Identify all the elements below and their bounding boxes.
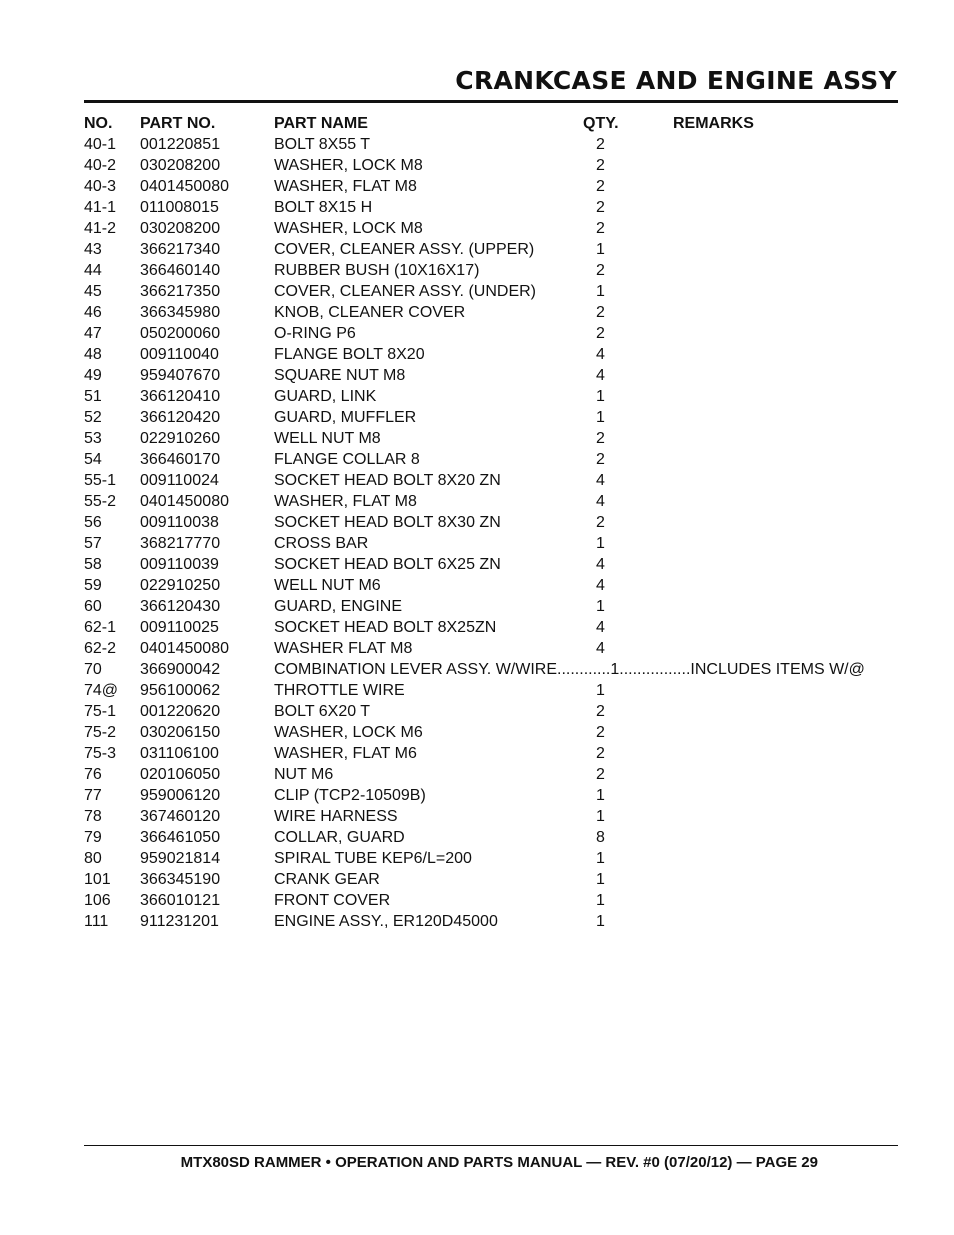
table-body <box>84 134 884 932</box>
quantity: 1 <box>596 808 605 825</box>
quantity: 1 <box>596 892 605 909</box>
table-row <box>84 638 884 659</box>
table-row <box>84 512 884 533</box>
table-row <box>84 743 884 764</box>
part-number: 366120410 <box>140 388 221 405</box>
part-number: 368217770 <box>140 535 221 552</box>
header-remarks: REMARKS <box>673 115 754 132</box>
part-name: COMBINATION LEVER ASSY. W/WIRE............1................INCLUDES ITEMS W/@ <box>274 661 865 678</box>
part-name: BOLT 8X55 T <box>274 136 371 153</box>
table-row <box>84 449 884 470</box>
table-row <box>84 617 884 638</box>
part-number: 020106050 <box>140 766 221 783</box>
part-name: CROSS BAR <box>274 535 369 552</box>
part-number: 011008015 <box>140 199 219 216</box>
part-number-ref: 106 <box>84 892 111 909</box>
quantity: 2 <box>596 262 605 279</box>
part-number: 009110038 <box>140 514 219 531</box>
part-number-ref: 75-1 <box>84 703 117 720</box>
part-name: SPIRAL TUBE KEP6/L=200 <box>274 850 472 867</box>
table-row <box>84 302 884 323</box>
quantity: 4 <box>596 367 605 384</box>
part-name: KNOB, CLEANER COVER <box>274 304 466 321</box>
part-number: 031106100 <box>140 745 219 762</box>
part-number-ref: 55-2 <box>84 493 117 510</box>
quantity: 2 <box>596 304 605 321</box>
part-name: COVER, CLEANER ASSY. (UPPER) <box>274 241 535 258</box>
part-number: 009110039 <box>140 556 219 573</box>
part-name: GUARD, MUFFLER <box>274 409 417 426</box>
part-number: 959407670 <box>140 367 221 384</box>
table-row <box>84 197 884 218</box>
part-number: 366120430 <box>140 598 221 615</box>
table-row <box>84 260 884 281</box>
part-number: 366217350 <box>140 283 221 300</box>
quantity: 2 <box>596 766 605 783</box>
part-number-ref: 56 <box>84 514 102 531</box>
part-number: 0401450080 <box>140 493 229 510</box>
part-number-ref: 51 <box>84 388 102 405</box>
part-number-ref: 55-1 <box>84 472 117 489</box>
part-name: WELL NUT M6 <box>274 577 381 594</box>
table-row <box>84 239 884 260</box>
quantity: 2 <box>596 157 605 174</box>
part-number-ref: 48 <box>84 346 102 363</box>
quantity: 1 <box>596 787 605 804</box>
part-number-ref: 76 <box>84 766 102 783</box>
part-number: 366461050 <box>140 829 221 846</box>
part-number-ref: 74@ <box>84 682 119 699</box>
part-name: CRANK GEAR <box>274 871 380 888</box>
part-number-ref: 78 <box>84 808 102 825</box>
part-number-ref: 49 <box>84 367 102 384</box>
part-name: WASHER FLAT M8 <box>274 640 413 657</box>
table-row <box>84 869 884 890</box>
quantity: 1 <box>596 388 605 405</box>
table-row <box>84 281 884 302</box>
parts-table <box>84 113 884 932</box>
part-name: CLIP (TCP2-10509B) <box>274 787 426 804</box>
header-qty: QTY. <box>583 115 619 132</box>
part-number: 030208200 <box>140 157 221 174</box>
part-name: WASHER, LOCK M6 <box>274 724 423 741</box>
table-row <box>84 134 884 155</box>
table-row <box>84 155 884 176</box>
part-name: COVER, CLEANER ASSY. (UNDER) <box>274 283 536 300</box>
part-number-ref: 62-1 <box>84 619 117 636</box>
part-number: 911231201 <box>140 913 219 930</box>
part-name: BOLT 6X20 T <box>274 703 371 720</box>
quantity: 2 <box>596 724 605 741</box>
part-name: WIRE HARNESS <box>274 808 398 825</box>
part-name: FLANGE BOLT 8X20 <box>274 346 425 363</box>
part-name: O-RING P6 <box>274 325 356 342</box>
table-row <box>84 386 884 407</box>
part-number-ref: 54 <box>84 451 102 468</box>
quantity: 4 <box>596 556 605 573</box>
table-row <box>84 596 884 617</box>
part-name: WASHER, FLAT M8 <box>274 493 417 510</box>
page-title: CRANKCASE AND ENGINE ASSY <box>455 66 897 95</box>
part-number-ref: 45 <box>84 283 102 300</box>
part-name: GUARD, ENGINE <box>274 598 403 615</box>
part-number-ref: 62-2 <box>84 640 117 657</box>
part-name: FRONT COVER <box>274 892 391 909</box>
quantity: 2 <box>596 136 605 153</box>
part-name: FLANGE COLLAR 8 <box>274 451 420 468</box>
table-row <box>84 785 884 806</box>
part-number: 366900042 <box>140 661 221 678</box>
quantity: 1 <box>596 241 605 258</box>
part-number-ref: 44 <box>84 262 102 279</box>
part-number-ref: 79 <box>84 829 102 846</box>
part-name: THROTTLE WIRE <box>274 682 405 699</box>
table-row <box>84 323 884 344</box>
table-row <box>84 806 884 827</box>
part-number-ref: 75-2 <box>84 724 117 741</box>
quantity: 2 <box>596 703 605 720</box>
table-row <box>84 575 884 596</box>
part-number-ref: 53 <box>84 430 102 447</box>
part-number: 009110040 <box>140 346 219 363</box>
part-number-ref: 77 <box>84 787 102 804</box>
table-row <box>84 491 884 512</box>
quantity: 4 <box>596 346 605 363</box>
part-number-ref: 80 <box>84 850 102 867</box>
quantity: 1 <box>596 535 605 552</box>
quantity: 2 <box>596 430 605 447</box>
part-name: SOCKET HEAD BOLT 6X25 ZN <box>274 556 501 573</box>
part-number: 367460120 <box>140 808 221 825</box>
part-number-ref: 40-1 <box>84 136 117 153</box>
quantity: 1 <box>596 598 605 615</box>
table-row <box>84 659 884 680</box>
quantity: 4 <box>596 472 605 489</box>
part-number: 366217340 <box>140 241 221 258</box>
part-number-ref: 47 <box>84 325 102 342</box>
part-number: 366010121 <box>140 892 221 909</box>
header-rule <box>84 100 898 103</box>
part-name: GUARD, LINK <box>274 388 377 405</box>
part-number: 0401450080 <box>140 178 229 195</box>
part-number: 022910250 <box>140 577 221 594</box>
quantity: 2 <box>596 514 605 531</box>
table-row <box>84 848 884 869</box>
part-number: 001220620 <box>140 703 221 720</box>
part-name: SOCKET HEAD BOLT 8X20 ZN <box>274 472 501 489</box>
table-row <box>84 701 884 722</box>
table-row <box>84 428 884 449</box>
header-no: NO. <box>84 115 113 132</box>
part-name: SOCKET HEAD BOLT 8X25ZN <box>274 619 497 636</box>
quantity: 8 <box>596 829 605 846</box>
part-number-ref: 60 <box>84 598 102 615</box>
part-number: 366345190 <box>140 871 221 888</box>
part-number-ref: 59 <box>84 577 102 594</box>
part-number-ref: 75-3 <box>84 745 117 762</box>
part-number: 050200060 <box>140 325 221 342</box>
table-row <box>84 722 884 743</box>
quantity: 2 <box>596 199 605 216</box>
part-number-ref: 52 <box>84 409 102 426</box>
table-row <box>84 533 884 554</box>
part-number-ref: 58 <box>84 556 102 573</box>
quantity: 2 <box>596 325 605 342</box>
part-number: 022910260 <box>140 430 221 447</box>
part-number-ref: 57 <box>84 535 102 552</box>
part-number-ref: 40-2 <box>84 157 117 174</box>
part-number-ref: 46 <box>84 304 102 321</box>
part-name: WASHER, FLAT M6 <box>274 745 417 762</box>
part-number-ref: 70 <box>84 661 102 678</box>
quantity: 1 <box>596 283 605 300</box>
quantity: 1 <box>596 871 605 888</box>
footer-rule <box>84 1145 898 1146</box>
table-row <box>84 764 884 785</box>
quantity: 2 <box>596 451 605 468</box>
part-number: 959021814 <box>140 850 221 867</box>
table-row <box>84 218 884 239</box>
quantity: 4 <box>596 493 605 510</box>
quantity: 1 <box>596 850 605 867</box>
table-row <box>84 407 884 428</box>
part-number-ref: 101 <box>84 871 111 888</box>
part-name: WASHER, LOCK M8 <box>274 220 423 237</box>
part-number-ref: 111 <box>84 913 109 930</box>
part-name: BOLT 8X15 H <box>274 199 373 216</box>
quantity: 4 <box>596 640 605 657</box>
table-row <box>84 470 884 491</box>
part-name: WASHER, FLAT M8 <box>274 178 417 195</box>
part-name: COLLAR, GUARD <box>274 829 405 846</box>
part-number: 366460170 <box>140 451 221 468</box>
quantity: 1 <box>596 409 605 426</box>
table-row <box>84 827 884 848</box>
part-number-ref: 40-3 <box>84 178 117 195</box>
part-number-ref: 41-2 <box>84 220 117 237</box>
part-name: SQUARE NUT M8 <box>274 367 406 384</box>
quantity: 1 <box>596 913 605 930</box>
part-number: 0401450080 <box>140 640 229 657</box>
quantity: 1 <box>596 682 605 699</box>
table-header <box>84 113 884 134</box>
part-number: 001220851 <box>140 136 221 153</box>
page-footer: MTX80SD RAMMER • OPERATION AND PARTS MANUAL — REV. #0 (07/20/12) — PAGE 29 <box>180 1154 818 1171</box>
part-number: 366120420 <box>140 409 221 426</box>
table-row <box>84 911 884 932</box>
table-row <box>84 680 884 701</box>
part-number: 366460140 <box>140 262 221 279</box>
part-number: 030208200 <box>140 220 221 237</box>
quantity: 2 <box>596 745 605 762</box>
table-row <box>84 176 884 197</box>
table-row <box>84 890 884 911</box>
part-number: 956100062 <box>140 682 221 699</box>
part-name: RUBBER BUSH (10X16X17) <box>274 262 480 279</box>
quantity: 2 <box>596 178 605 195</box>
table-row <box>84 344 884 365</box>
part-name: WASHER, LOCK M8 <box>274 157 423 174</box>
part-number: 009110025 <box>140 619 219 636</box>
part-name: NUT M6 <box>274 766 334 783</box>
table-row <box>84 365 884 386</box>
quantity: 4 <box>596 577 605 594</box>
quantity: 2 <box>596 220 605 237</box>
header-part-name: PART NAME <box>274 115 368 132</box>
part-number: 959006120 <box>140 787 221 804</box>
part-number: 366345980 <box>140 304 221 321</box>
part-number-ref: 43 <box>84 241 102 258</box>
part-name: SOCKET HEAD BOLT 8X30 ZN <box>274 514 501 531</box>
part-name: ENGINE ASSY., ER120D45000 <box>274 913 498 930</box>
part-name: WELL NUT M8 <box>274 430 381 447</box>
part-number: 030206150 <box>140 724 221 741</box>
quantity: 4 <box>596 619 605 636</box>
table-row <box>84 554 884 575</box>
part-number-ref: 41-1 <box>84 199 117 216</box>
header-part-no: PART NO. <box>140 115 216 132</box>
part-number: 009110024 <box>140 472 219 489</box>
